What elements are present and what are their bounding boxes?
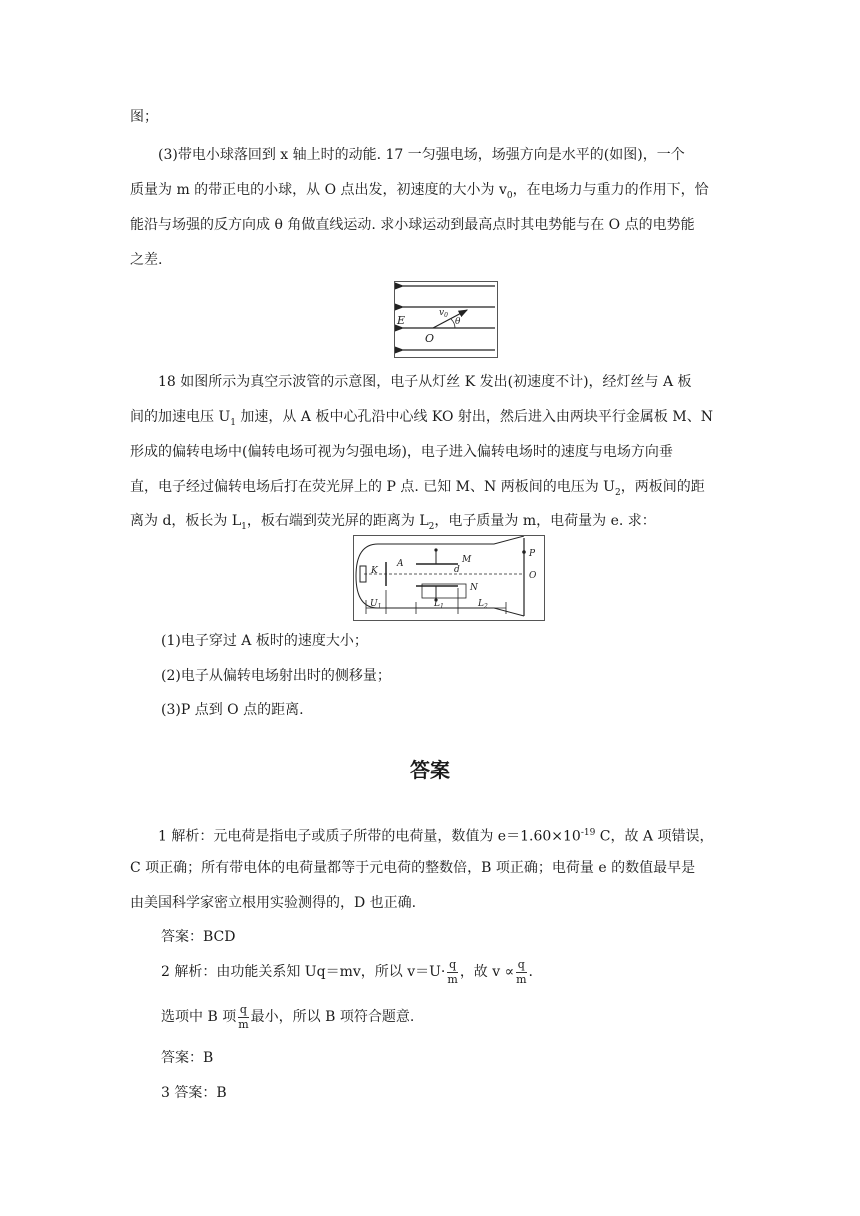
theta-label: θ — [455, 317, 461, 327]
answer-line: 答案：BCD — [161, 929, 236, 945]
superscript: -19 — [580, 828, 596, 838]
answer-line: 答案：B — [161, 1050, 214, 1066]
label-K: K — [371, 566, 378, 576]
fraction — [516, 958, 526, 987]
text-segment: ，故 v ∝ — [459, 964, 515, 980]
subscript: 1 — [241, 521, 247, 532]
text-line: 18 如图所示为真空示波管的示意图，电子从灯丝 K 发出(初速度不计)，经灯丝与 A 板 — [158, 374, 692, 390]
oscilloscope-diagram — [354, 536, 544, 620]
label-L2: $L_2$ — [478, 599, 488, 610]
text-segment: 选项中 B 项 — [161, 1009, 237, 1025]
answers-heading: 答案 — [410, 758, 450, 782]
text-line — [161, 955, 761, 990]
fraction-numerator: q — [449, 957, 457, 971]
label-P: P — [529, 549, 536, 559]
field-diagram — [395, 282, 497, 357]
terminal — [434, 548, 437, 551]
text-line: (2)电子从偏转电场射出时的侧移量； — [161, 668, 391, 684]
subscript: 2 — [614, 487, 621, 498]
text-segment: 最小，所以 B 项符合题意. — [250, 1009, 415, 1025]
text-segment: 质量为 m 的带正电的小球，从 O 点出发，初速度的大小为 v — [130, 182, 507, 198]
answer-line: 3 答案：B — [161, 1085, 227, 1101]
text-segment: 1 解析：元电荷是指电子或质子所带的电荷量，数值为 e＝1.60×10 — [158, 828, 581, 845]
text-segment: ，在电场力与重力的作用下，恰 — [512, 182, 709, 198]
field-label: E — [397, 314, 406, 327]
text-line: 由美国科学家密立根用实验测得的，D 也正确. — [130, 895, 417, 911]
label-M: M — [462, 555, 472, 565]
text-line: 图； — [130, 109, 158, 125]
text-line: (1)电子穿过 A 板时的速度大小； — [161, 633, 368, 649]
label-L1: $L_1$ — [434, 599, 444, 610]
label-N: N — [470, 583, 478, 593]
label-A: A — [397, 559, 404, 569]
text-segment: ，板右端到荧光屏的距离为 L — [246, 513, 429, 529]
label-U1: $U_1$ — [370, 599, 382, 610]
text-line: (3)P 点到 O 点的距离. — [161, 702, 304, 718]
subscript: 1 — [230, 417, 236, 428]
field-figure — [394, 281, 498, 358]
velocity-label: $v_0$ — [439, 308, 448, 319]
fraction — [447, 958, 457, 987]
fraction-denominator: m — [238, 1017, 249, 1031]
fraction — [238, 1003, 248, 1032]
text-segment: 2 解析：由功能关系知 Uq＝mv，所以 v＝U· — [161, 964, 446, 980]
text-line: (3)带电小球落回到 x 轴上时的动能. 17 一匀强电场，场强方向是水平的(如图)，一个 — [158, 147, 685, 163]
subscript: 0 — [506, 190, 513, 201]
text-segment: 加速，从 A 板中心孔沿中心线 KO 射出，然后进入由两块平行金属板 M、N — [235, 409, 713, 425]
text-segment: ，两板间的距 — [620, 479, 705, 495]
text-segment: C，故 A 项错误， — [595, 828, 714, 845]
text-line: C 项正确；所有带电体的电荷量都等于元电荷的整数倍，B 项正确；电荷量 e 的数值最早是 — [130, 860, 696, 876]
text-segment: 间的加速电压 U — [130, 409, 231, 425]
text-line — [161, 1000, 761, 1035]
fraction-denominator: m — [516, 972, 527, 986]
origin-label: O — [425, 332, 435, 345]
oscilloscope-figure — [353, 535, 545, 621]
text-segment: 直，电子经过偏转电场后打在荧光屏上的 P 点. 已知 M、N 两板间的电压为 U — [130, 479, 615, 495]
fraction-numerator: q — [239, 1002, 247, 1016]
text-line: 形成的偏转电场中(偏转电场可视为匀强电场)，电子进入偏转电场时的速度与电场方向垂 — [130, 444, 673, 460]
label-O: O — [529, 571, 537, 581]
fraction-numerator: q — [517, 957, 525, 971]
text-segment: 离为 d，板长为 L — [130, 513, 242, 529]
fraction-denominator: m — [447, 972, 458, 986]
label-d: d — [454, 565, 460, 575]
text-line: 能沿与场强的反方向成 θ 角做直线运动. 求小球运动到最高点时其电势能与在 O 点的电势能 — [130, 217, 695, 233]
text-line: 之差. — [130, 252, 163, 268]
subscript: 2 — [428, 521, 435, 532]
point-P — [522, 550, 526, 554]
text-segment: ，电子质量为 m，电荷量为 e. 求： — [434, 513, 656, 529]
text-line — [130, 816, 730, 855]
text-segment: . — [528, 964, 533, 980]
